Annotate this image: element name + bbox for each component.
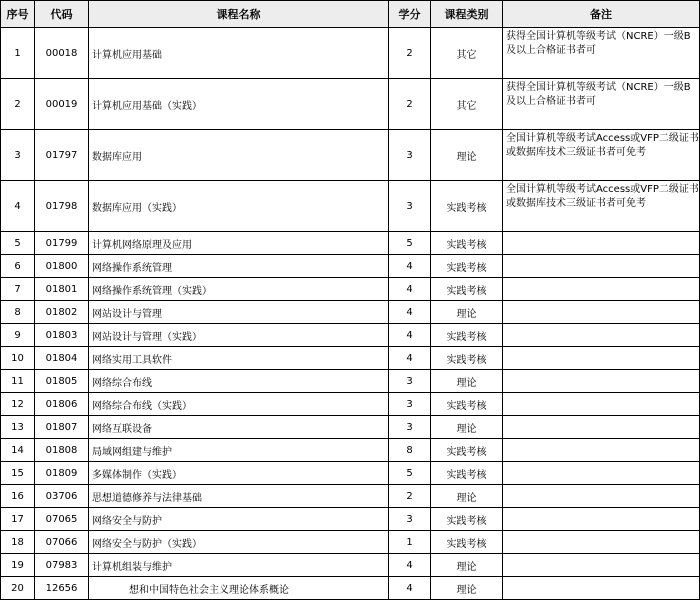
cell-code: 01797: [35, 130, 89, 181]
cell-credit: 5: [389, 462, 431, 485]
cell-type: 实践考核: [431, 393, 503, 416]
table-row: [1, 255, 700, 278]
cell-type: 其它: [431, 79, 503, 130]
table-row: [1, 278, 700, 301]
cell-type: 理论: [431, 370, 503, 393]
cell-code: 01805: [35, 370, 89, 393]
cell-name: 局域网组建与维护: [89, 439, 389, 462]
header-type: 课程类别: [431, 1, 503, 28]
cell-type: 实践考核: [431, 347, 503, 370]
cell-note: [503, 531, 700, 554]
cell-credit: 3: [389, 508, 431, 531]
cell-name: 网络综合布线: [89, 370, 389, 393]
cell-no: 11: [1, 370, 35, 393]
cell-name: 想和中国特色社会主义理论体系概论: [89, 577, 389, 600]
cell-note: [503, 577, 700, 600]
cell-type: 理论: [431, 554, 503, 577]
cell-code: 01807: [35, 416, 89, 439]
cell-no: 7: [1, 278, 35, 301]
cell-credit: 3: [389, 130, 431, 181]
cell-credit: 4: [389, 347, 431, 370]
cell-name: 计算机应用基础（实践）: [89, 79, 389, 130]
table-row: [1, 232, 700, 255]
cell-name: 思想道德修养与法律基础: [89, 485, 389, 508]
cell-name: 网络安全与防护（实践）: [89, 531, 389, 554]
cell-type: 理论: [431, 301, 503, 324]
cell-note: [503, 485, 700, 508]
cell-type: 实践考核: [431, 278, 503, 301]
cell-credit: 2: [389, 485, 431, 508]
cell-code: 00019: [35, 79, 89, 130]
header-row: [1, 1, 700, 28]
cell-note: [503, 439, 700, 462]
cell-credit: 4: [389, 255, 431, 278]
table-row: [1, 370, 700, 393]
cell-code: 07983: [35, 554, 89, 577]
header-name: 课程名称: [89, 1, 389, 28]
cell-type: 实践考核: [431, 462, 503, 485]
cell-credit: 4: [389, 577, 431, 600]
cell-name: 计算机应用基础: [89, 28, 389, 79]
cell-code: 01809: [35, 462, 89, 485]
cell-credit: 4: [389, 324, 431, 347]
table-row: [1, 439, 700, 462]
cell-name: 数据库应用: [89, 130, 389, 181]
cell-type: 理论: [431, 485, 503, 508]
cell-credit: 2: [389, 28, 431, 79]
cell-type: 实践考核: [431, 255, 503, 278]
cell-code: 07066: [35, 531, 89, 554]
cell-type: 理论: [431, 577, 503, 600]
cell-type: 实践考核: [431, 232, 503, 255]
cell-code: 01808: [35, 439, 89, 462]
cell-note: [503, 255, 700, 278]
cell-note: [503, 278, 700, 301]
header-credit: 学分: [389, 1, 431, 28]
cell-note: [503, 508, 700, 531]
cell-code: 01800: [35, 255, 89, 278]
table-row: [1, 393, 700, 416]
cell-name: 网站设计与管理（实践）: [89, 324, 389, 347]
cell-name: 数据库应用（实践）: [89, 181, 389, 232]
cell-type: 实践考核: [431, 181, 503, 232]
cell-name: 多媒体制作（实践）: [89, 462, 389, 485]
cell-credit: 3: [389, 393, 431, 416]
table-row: [1, 485, 700, 508]
cell-no: 12: [1, 393, 35, 416]
cell-code: 07065: [35, 508, 89, 531]
cell-note: [503, 324, 700, 347]
cell-code: 01799: [35, 232, 89, 255]
cell-note: [503, 301, 700, 324]
table-row: [1, 130, 700, 181]
cell-name: 网络实用工具软件: [89, 347, 389, 370]
cell-credit: 8: [389, 439, 431, 462]
cell-no: 3: [1, 130, 35, 181]
cell-name: 网络操作系统管理（实践）: [89, 278, 389, 301]
cell-note: [503, 347, 700, 370]
cell-code: 01804: [35, 347, 89, 370]
cell-code: 01798: [35, 181, 89, 232]
cell-note: [503, 554, 700, 577]
cell-code: 01802: [35, 301, 89, 324]
cell-note: 获得全国计算机等级考试（NCRE）一级B及以上合格证书者可: [503, 79, 700, 130]
header-code: 代码: [35, 1, 89, 28]
cell-code: 03706: [35, 485, 89, 508]
cell-name: 网络安全与防护: [89, 508, 389, 531]
table-row: [1, 577, 700, 600]
cell-no: 4: [1, 181, 35, 232]
cell-credit: 5: [389, 232, 431, 255]
cell-note: 全国计算机等级考试Access或VFP二级证书或数据库技术三级证书者可免考: [503, 130, 700, 181]
table-row: [1, 301, 700, 324]
table-row: [1, 508, 700, 531]
cell-note: [503, 462, 700, 485]
cell-name: 计算机组装与维护: [89, 554, 389, 577]
table-row: [1, 28, 700, 79]
table-row: [1, 347, 700, 370]
cell-no: 13: [1, 416, 35, 439]
cell-credit: 4: [389, 301, 431, 324]
cell-code: 01801: [35, 278, 89, 301]
table-row: [1, 181, 700, 232]
table-row: [1, 554, 700, 577]
cell-note: 获得全国计算机等级考试（NCRE）一级B及以上合格证书者可: [503, 28, 700, 79]
cell-credit: 4: [389, 554, 431, 577]
cell-no: 10: [1, 347, 35, 370]
cell-credit: 3: [389, 370, 431, 393]
cell-type: 理论: [431, 416, 503, 439]
cell-credit: 3: [389, 181, 431, 232]
cell-code: 01803: [35, 324, 89, 347]
cell-no: 6: [1, 255, 35, 278]
cell-note: 全国计算机等级考试Access或VFP二级证书或数据库技术三级证书者可免考: [503, 181, 700, 232]
cell-no: 19: [1, 554, 35, 577]
cell-name: 网络操作系统管理: [89, 255, 389, 278]
cell-no: 5: [1, 232, 35, 255]
header-note: 备注: [503, 1, 700, 28]
cell-no: 15: [1, 462, 35, 485]
cell-type: 实践考核: [431, 439, 503, 462]
table-row: [1, 324, 700, 347]
cell-type: 理论: [431, 130, 503, 181]
cell-credit: 3: [389, 416, 431, 439]
cell-note: [503, 370, 700, 393]
cell-no: 9: [1, 324, 35, 347]
cell-code: 00018: [35, 28, 89, 79]
cell-name: 网站设计与管理: [89, 301, 389, 324]
table-row: [1, 462, 700, 485]
cell-type: 其它: [431, 28, 503, 79]
cell-no: 18: [1, 531, 35, 554]
cell-no: 1: [1, 28, 35, 79]
cell-credit: 1: [389, 531, 431, 554]
header-no: 序号: [1, 1, 35, 28]
cell-name: 网络综合布线（实践）: [89, 393, 389, 416]
cell-code: 12656: [35, 577, 89, 600]
cell-type: 实践考核: [431, 531, 503, 554]
cell-type: 实践考核: [431, 324, 503, 347]
cell-code: 01806: [35, 393, 89, 416]
cell-note: [503, 416, 700, 439]
table-row: [1, 79, 700, 130]
cell-no: 2: [1, 79, 35, 130]
table-row: [1, 531, 700, 554]
cell-no: 16: [1, 485, 35, 508]
cell-type: 实践考核: [431, 508, 503, 531]
cell-no: 14: [1, 439, 35, 462]
cell-note: [503, 232, 700, 255]
cell-no: 17: [1, 508, 35, 531]
cell-no: 20: [1, 577, 35, 600]
cell-name: 网络互联设备: [89, 416, 389, 439]
cell-name: 计算机网络原理及应用: [89, 232, 389, 255]
table-row: [1, 416, 700, 439]
cell-credit: 4: [389, 278, 431, 301]
cell-no: 8: [1, 301, 35, 324]
cell-note: [503, 393, 700, 416]
cell-credit: 2: [389, 79, 431, 130]
